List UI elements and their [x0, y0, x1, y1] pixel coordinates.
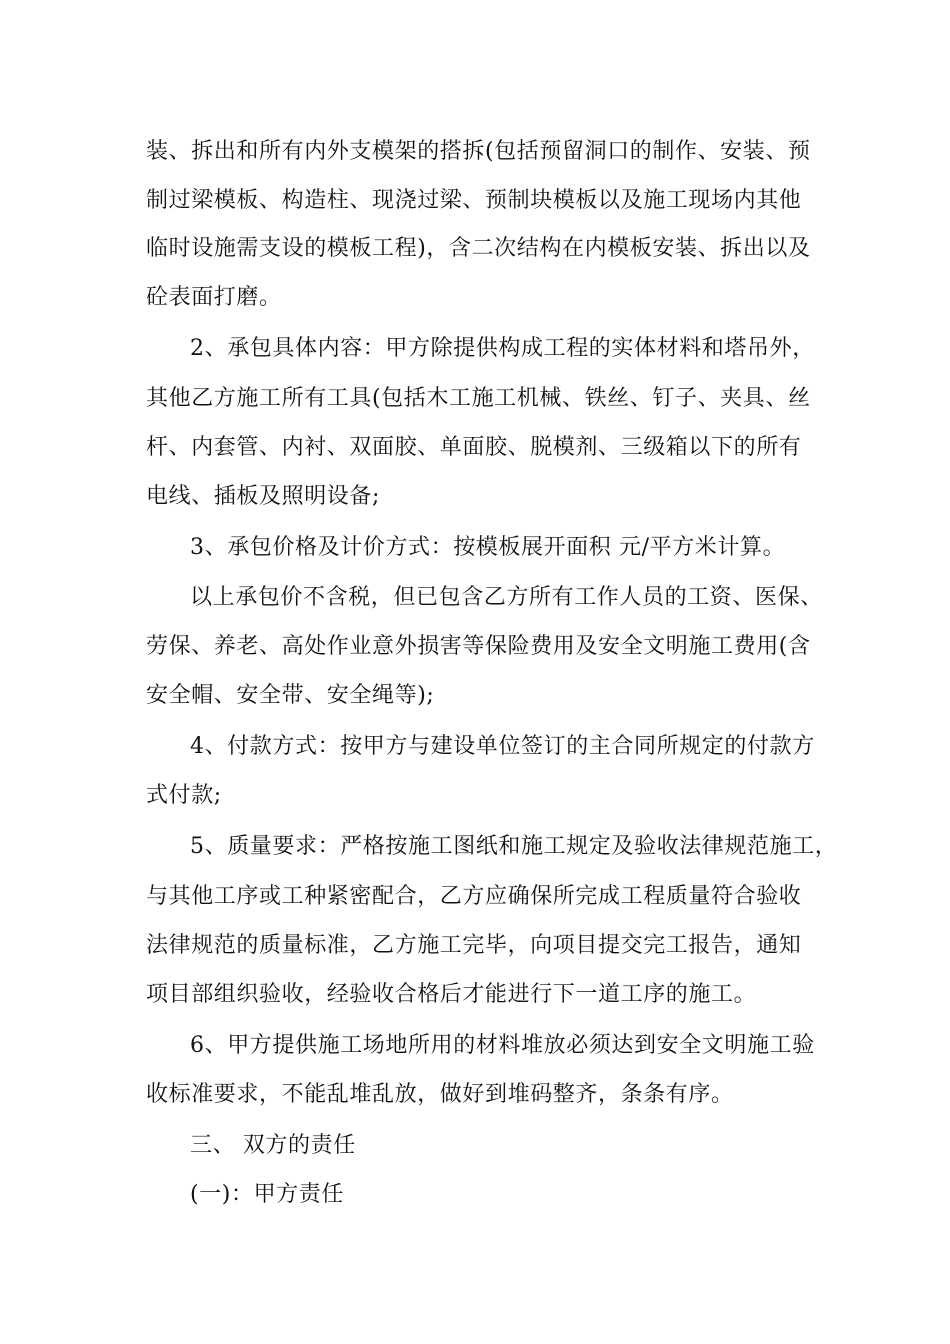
clause-2-line: 2、承包具体内容：甲方除提供构成工程的实体材料和塔吊外， — [190, 336, 815, 361]
paragraph-line: 式付款; — [146, 783, 222, 808]
clause-5-line: 5、质量要求：严格按施工图纸和施工规定及验收法律规范施工， — [190, 834, 838, 859]
paragraph-line: 砼表面打磨。 — [146, 285, 282, 310]
clause-4-line: 4、付款方式：按甲方与建设单位签订的主合同所规定的付款方 — [190, 734, 815, 759]
paragraph-line: 与其他工序或工种紧密配合，乙方应确保所完成工程质量符合验收 — [146, 884, 802, 909]
paragraph-line: 安全帽、安全带、安全绳等); — [146, 683, 435, 708]
paragraph-line: 杆、内套管、内衬、双面胶、单面胶、脱模剂、三级箱以下的所有 — [146, 435, 802, 460]
paragraph-line: 装、拆出和所有内外支模架的搭拆(包括预留洞口的制作、安装、预 — [146, 139, 811, 164]
clause-3-line: 3、承包价格及计价方式：按模板展开面积 元/平方米计算。 — [190, 535, 786, 560]
paragraph-line: 法律规范的质量标准，乙方施工完毕，向项目提交完工报告，通知 — [146, 933, 802, 958]
section-heading: 三、 双方的责任 — [190, 1133, 356, 1158]
paragraph-line: 劳保、养老、高处作业意外损害等保险费用及安全文明施工费用(含 — [146, 634, 811, 659]
paragraph-line: 电线、插板及照明设备; — [146, 484, 381, 509]
subsection-heading: (一)：甲方责任 — [190, 1182, 344, 1207]
paragraph-line: 收标准要求，不能乱堆乱放，做好到堆码整齐，条条有序。 — [146, 1082, 734, 1107]
paragraph-line: 制过梁模板、构造柱、现浇过梁、预制块模板以及施工现场内其他 — [146, 188, 802, 213]
paragraph-line: 其他乙方施工所有工具(包括木工施工机械、铁丝、钉子、夹具、丝 — [146, 386, 811, 411]
paragraph-line: 临时设施需支设的模板工程)，含二次结构在内模板安装、拆出以及 — [146, 236, 811, 261]
paragraph-line: 项目部组织验收，经验收合格后才能进行下一道工序的施工。 — [146, 982, 757, 1007]
clause-6-line: 6、甲方提供施工场地所用的材料堆放必须达到安全文明施工验 — [190, 1033, 815, 1058]
paragraph-line: 以上承包价不含税，但已包含乙方所有工作人员的工资、医保、 — [190, 585, 823, 610]
